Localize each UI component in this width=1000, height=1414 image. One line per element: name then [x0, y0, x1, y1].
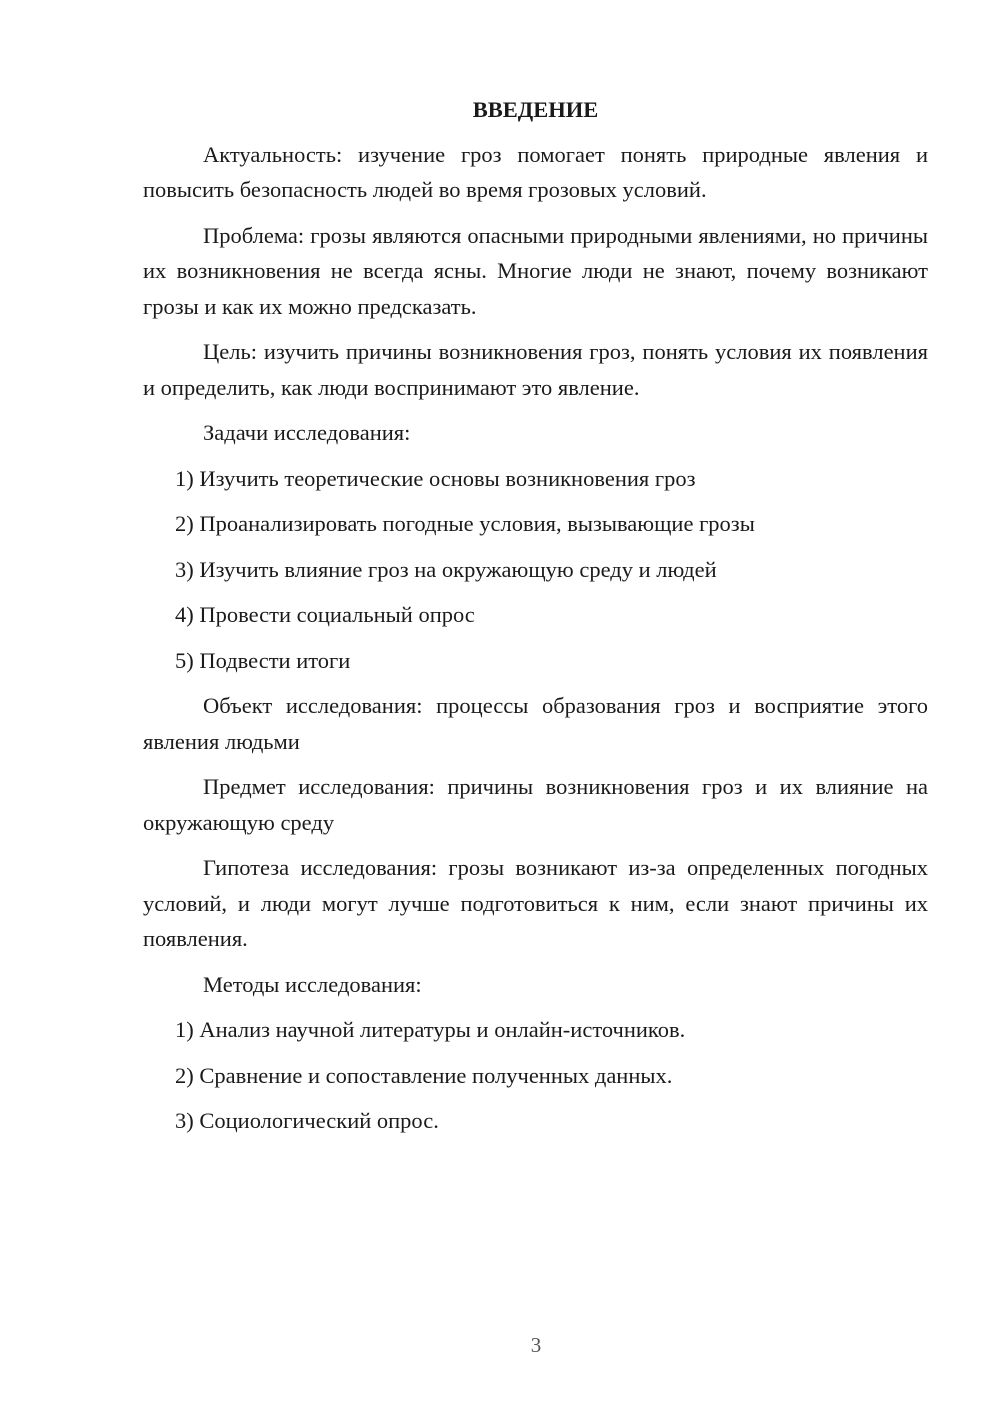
- list-item: 4) Провести социальный опрос: [175, 602, 475, 627]
- list-item: 3) Изучить влияние гроз на окружающую среду и людей: [175, 556, 717, 582]
- subject-paragraph: Предмет исследования: причины возникновения гроз и их влияние на окружающую среду: [143, 774, 928, 835]
- tasks-heading: Задачи исследования:: [203, 420, 411, 445]
- methods-list: [143, 1012, 928, 1139]
- list-item: 1) Анализ научной литературы и онлайн-источников.: [175, 1017, 686, 1042]
- list-item: 2) Проанализировать погодные условия, вызывающие грозы: [175, 511, 755, 536]
- goal-paragraph: Цель: изучить причины возникновения гроз, понять условия их появления и определить, как люди воспринимают это явление.: [143, 339, 928, 400]
- list-item: 1) Изучить теоретические основы возникновения гроз: [175, 465, 696, 491]
- hypothesis-paragraph: Гипотеза исследования: грозы возникают из-за определенных погодных условий, и люди могут лучше подготовиться к ним, если знают причины их появления.: [143, 855, 928, 951]
- object-paragraph: Объект исследования: процессы образования гроз и восприятие этого явления людьми: [143, 693, 928, 754]
- list-item: 3) Социологический опрос.: [175, 1108, 439, 1133]
- page-content: [143, 92, 928, 1149]
- list-item: 5) Подвести итоги: [175, 647, 351, 673]
- page-title: ВВЕДЕНИЕ: [472, 97, 599, 122]
- tasks-list: [143, 461, 928, 679]
- problem-paragraph: Проблема: грозы являются опасными природными явлениями, но причины их возникновения не всегда ясны. Многие люди не знают, почему возникают грозы и как их можно предсказать.: [143, 222, 928, 319]
- list-item: 2) Сравнение и сопоставление полученных данных.: [175, 1062, 673, 1088]
- page-number: 3: [530, 1333, 542, 1357]
- relevance-paragraph: Актуальность: изучение гроз помогает понять природные явления и повысить безопасность людей во время грозовых условий.: [143, 141, 928, 202]
- methods-heading: Методы исследования:: [203, 971, 422, 997]
